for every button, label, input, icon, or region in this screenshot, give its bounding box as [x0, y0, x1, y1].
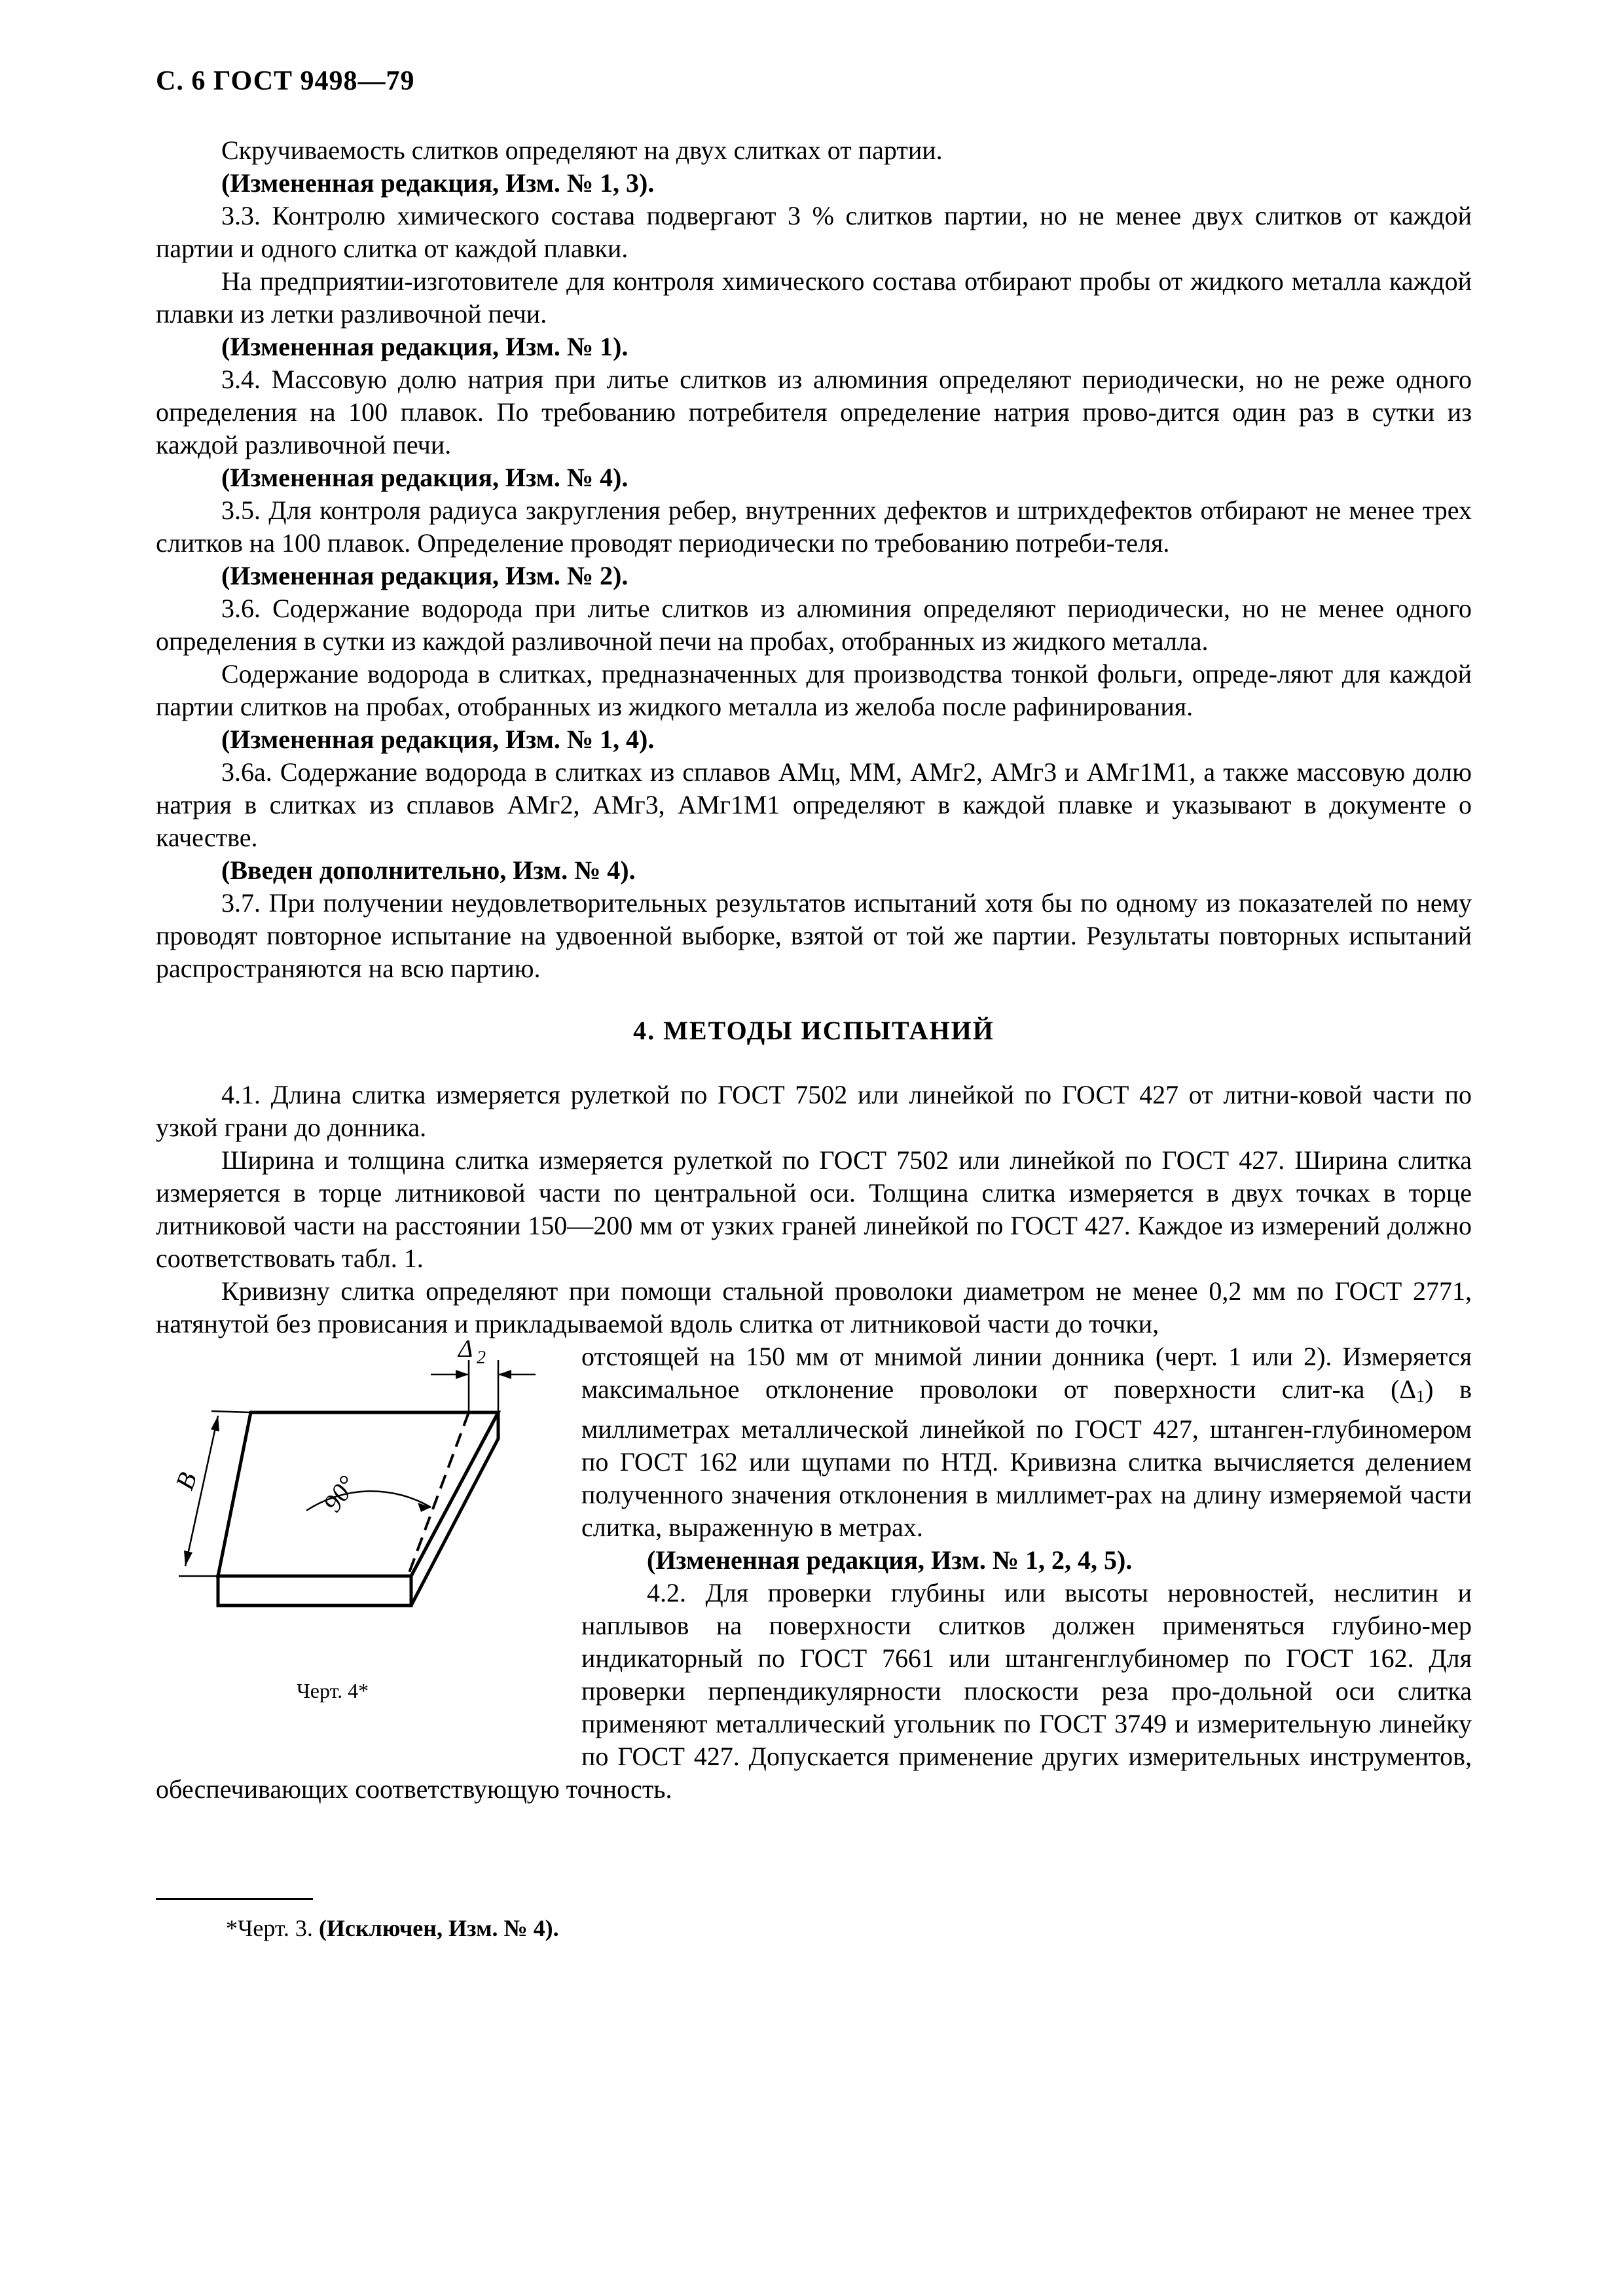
paragraph-part: ) в миллиметрах металлической линейкой по ГОСТ 427, штанген-глубиномером по ГОСТ 162 или щупами по НТД. Кривизна слитка вычисляется делением полученного значения отклонения в миллимет-рах на длину измеряемой части слитка, выраженную в метрах.: [581, 1374, 1472, 1542]
paragraph: Скручиваемость слитков определяют на двух слитках от партии.: [221, 135, 943, 165]
delta-sub: 2: [477, 1348, 486, 1368]
arrowhead: [184, 1551, 192, 1566]
ingot-front-face: [218, 1576, 411, 1605]
change-note: (Измененная редакция, Изм. № 4).: [221, 463, 629, 492]
paragraph: Содержание водорода в слитках, предназначенных для производства тонкой фольги, опреде-ляют для каждой партии слитков на пробах, отобранных из жидкого металла из желоба после рафинирования.: [156, 659, 1472, 721]
delta-label: Δ: [458, 1340, 473, 1363]
footnote-bold: (Исключен, Изм. № 4).: [318, 1915, 559, 1941]
angle-label: 90°: [317, 1470, 363, 1518]
document-body: [156, 134, 1472, 1806]
change-note: (Введен дополнительно, Изм. № 4).: [221, 855, 636, 885]
extension-line: [211, 1411, 251, 1412]
paragraph: Кривизну слитка определяют при помощи стальной проволоки диаметром не менее 0,2 мм по ГОСТ 2771, натянутой без провисания и прикладываемой вдоль слитка от литниковой части до точки,: [156, 1276, 1472, 1338]
change-note: (Измененная редакция, Изм. № 1, 3).: [221, 168, 655, 198]
arrowhead: [211, 1416, 219, 1431]
footnote-rule: [156, 1898, 313, 1900]
paragraph-3-6: 3.6. Содержание водорода при литье слитков из алюминия определяют периодически, но не менее одного определения в сутки из каждой разливочной печи на пробах, отобранных из жидкого металла.: [156, 594, 1472, 656]
footnote-prefix: *Черт. 3.: [226, 1915, 313, 1941]
paragraph: Ширина и толщина слитка измеряется рулеткой по ГОСТ 7502 или линейкой по ГОСТ 427. Ширина слитка измеряется в торце литниковой части по центральной оси. Толщина слитка измеряется в двух точках в торце литниковой части на расстоянии 150—200 мм от узких граней линейкой по ГОСТ 427. Каждое из измерений должно соответствовать табл. 1.: [156, 1145, 1472, 1273]
arrowhead: [456, 1370, 469, 1379]
paragraph-4-1: 4.1. Длина слитка измеряется рулеткой по ГОСТ 7502 или линейкой по ГОСТ 427 от литни-ковой части по узкой грани до донника.: [156, 1080, 1472, 1142]
b-label: В: [169, 1468, 203, 1494]
section-title: 4. МЕТОДЫ ИСПЫТАНИЙ: [633, 1016, 994, 1045]
paragraph-4-2: 4.2. Для проверки глубины или высоты неровностей, неслитин и наплывов на поверхности слитков должен применяться глубино-мер индикаторный по ГОСТ 7661 или штангенглубиномер по ГОСТ 162. Для проверки перпендикулярности плоскости реза про-дольной оси слитка применяют металлический угольник по ГОСТ 3749 и измерительную линейку по ГОСТ 427. Допускается применение других измерительных инструментов, обеспечивающих соответствующую точность.: [156, 1578, 1472, 1804]
page-header: С. 6 ГОСТ 9498—79: [156, 66, 415, 96]
footnote: [226, 1914, 559, 1942]
change-note: (Измененная редакция, Изм. № 1, 4).: [221, 725, 655, 754]
paragraph-3-6a: 3.6а. Содержание водорода в слитках из сплавов АМц, ММ, АМг2, АМг3 и АМг1М1, а также массовую долю натрия в слитках из сплавов АМг2, АМг3, АМг1М1 определяют в каждой плавке и указывают в документе о качестве.: [156, 757, 1472, 852]
paragraph-3-4: 3.4. Массовую долю натрия при литье слитков из алюминия определяют периодически, но не реже одного определения на 100 плавок. По требованию потребителя определение натрия прово-дится один раз в сутки из каждой разливочной печи.: [156, 365, 1472, 459]
ingot-drawing: [156, 1340, 581, 1707]
paragraph: На предприятии-изготовителе для контроля химического состава отбирают пробы от жидкого металла каждой плавки из летки разливочной печи.: [156, 266, 1472, 329]
figure-caption: Черт. 4*: [297, 1679, 369, 1702]
change-note: (Измененная редакция, Изм. № 1).: [221, 332, 629, 361]
paragraph-3-3: 3.3. Контролю химического состава подвергают 3 % слитков партии, но не менее двух слитков от каждой партии и одного слитка от каждой плавки.: [156, 201, 1472, 263]
subscript: 1: [1416, 1387, 1425, 1406]
paragraph-3-7: 3.7. При получении неудовлетворительных результатов испытаний хотя бы по одному из показателей по нему проводят повторное испытание на удвоенной выборке, взятой от той же партии. Результаты повторных испытаний распространяются на всю партию.: [156, 888, 1472, 983]
figure-4: [156, 1340, 581, 1763]
change-note: (Измененная редакция, Изм. № 2).: [221, 561, 629, 590]
arrowhead: [498, 1370, 511, 1379]
change-note: (Измененная редакция, Изм. № 1, 2, 4, 5).: [647, 1545, 1133, 1575]
paragraph-part: отстоящей на 150 мм от мнимой линии донника (черт. 1 или 2). Измеряется максимальное отклонение проволоки от поверхности слит-ка (Δ: [581, 1342, 1472, 1404]
paragraph-3-5: 3.5. Для контроля радиуса закругления ребер, внутренних дефектов и штрихдефектов отбирают не менее трех слитков на 100 плавок. Определение проводят периодически по требованию потреби-теля.: [156, 495, 1472, 558]
